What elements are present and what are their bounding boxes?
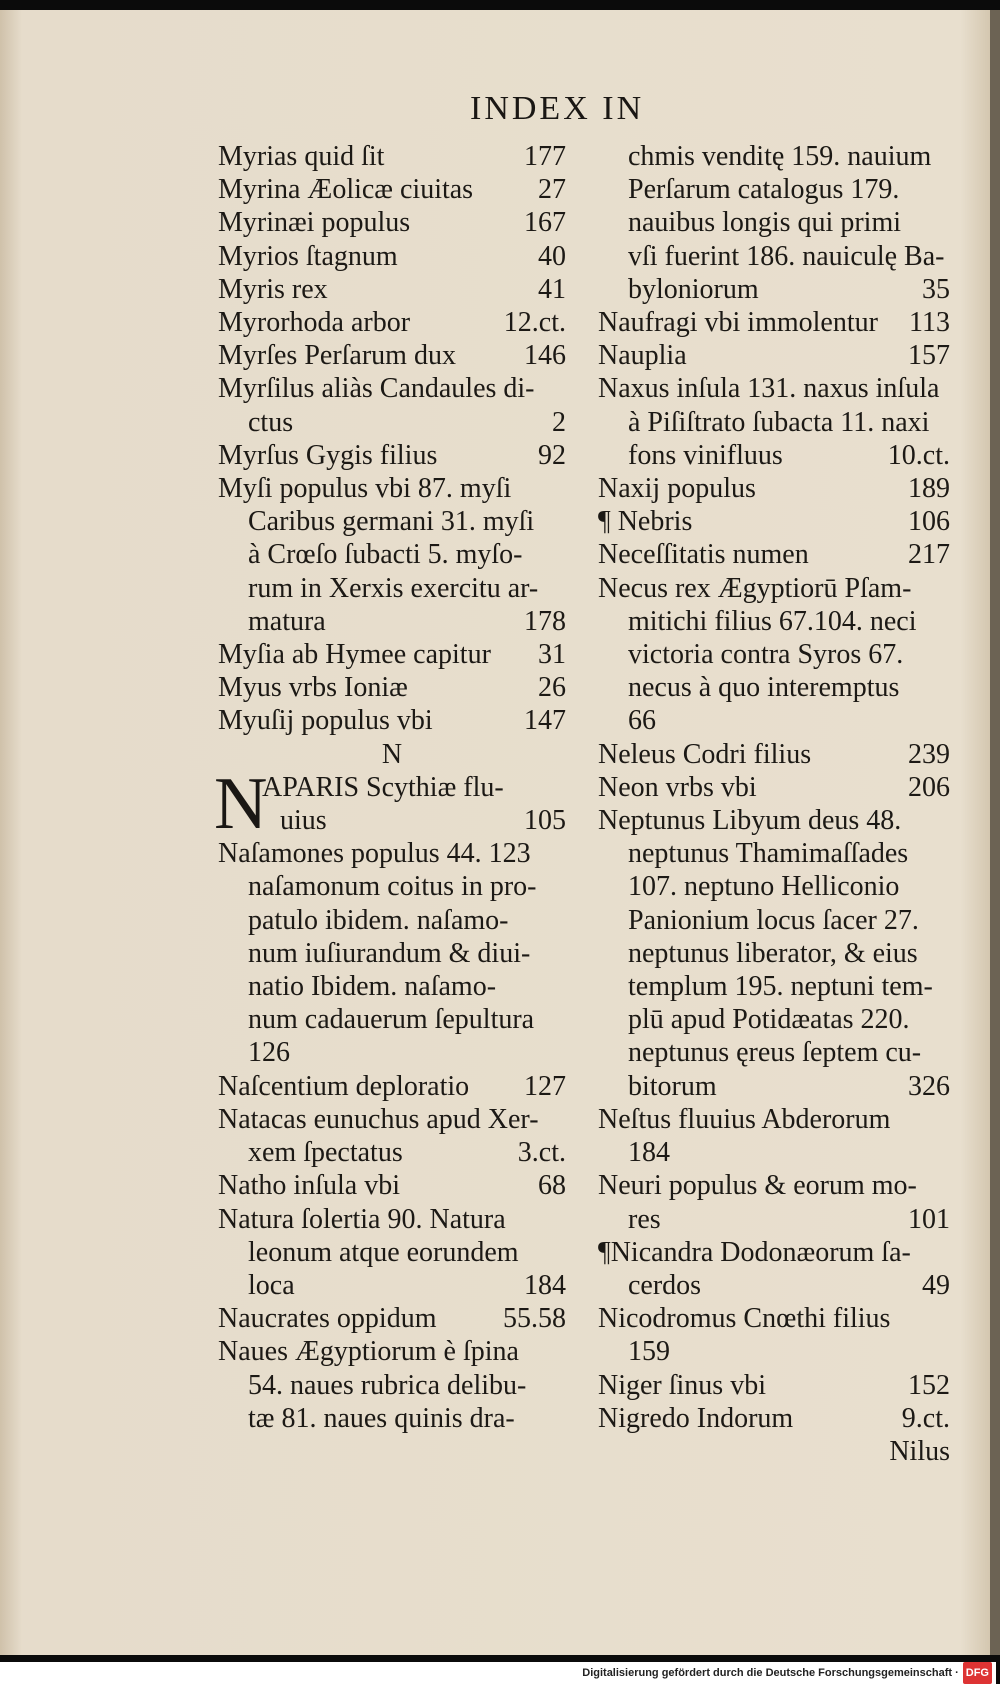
entry-text: Naxus inſula 131. naxus inſula: [598, 373, 940, 405]
page-reference: 147: [524, 705, 566, 737]
entry-text: 184: [628, 1137, 670, 1169]
entry-text: Naufragi vbi immolentur: [598, 307, 878, 339]
right-column: [598, 140, 950, 1468]
entry-text: Myrias quid ſit: [218, 141, 385, 172]
page-reference: 101: [908, 1203, 950, 1235]
entry-line: [218, 206, 566, 239]
entry-line: [218, 406, 566, 439]
entry-text: à Crœſo ſubacti 5. myſo-: [248, 539, 523, 571]
entry-line: [218, 605, 566, 638]
entry-line: [598, 970, 950, 1003]
entry-line: [598, 206, 950, 239]
page-reference: 105: [524, 805, 566, 837]
index-entry: [598, 738, 950, 771]
entry-text: matura: [248, 605, 326, 637]
entry-text: 66: [628, 705, 656, 737]
entry-text: Naxij populus: [598, 473, 756, 505]
entry-text: natio Ibidem. naſamo-: [248, 971, 497, 1003]
entry-line: [598, 173, 950, 206]
entry-text: num iuſiurandum & diui-: [248, 937, 531, 969]
page-reference: 55.58: [503, 1303, 566, 1335]
entry-line: [218, 1236, 566, 1269]
page-reference: 41: [538, 273, 566, 305]
index-entry: [598, 1169, 950, 1235]
index-entry: [218, 671, 566, 704]
entry-line: [218, 904, 566, 937]
section-letter: N: [381, 738, 403, 770]
dfg-logo: DFG: [963, 1662, 992, 1684]
entry-text: Naſcentium deploratio: [218, 1070, 470, 1102]
entry-line: [218, 572, 566, 605]
entry-text: Nigredo Indorum: [598, 1402, 794, 1434]
page-reference: 217: [908, 539, 950, 571]
entry-line: [598, 638, 950, 671]
entry-text: Myrſilus aliàs Candaules di-: [218, 373, 535, 405]
entry-text: Natho inſula vbi: [218, 1170, 400, 1202]
entry-line: [598, 937, 950, 970]
entry-line: [598, 1302, 950, 1335]
index-entry: [218, 339, 566, 372]
page-reference: 26: [538, 672, 566, 704]
entry-text: num cadauerum ſepultura: [248, 1004, 535, 1036]
entry-line: [218, 1335, 566, 1368]
entry-line: [598, 472, 950, 505]
entry-text: Neſtus fluuius Abderorum: [598, 1103, 891, 1135]
page-reference: 27: [538, 174, 566, 206]
entry-line: [598, 1136, 950, 1169]
index-entry: [218, 372, 566, 438]
page-reference: 106: [908, 506, 950, 538]
entry-text: templum 195. neptuni tem-: [628, 971, 933, 1003]
page-header: INDEX IN: [470, 90, 645, 127]
page-edge-shadow: [990, 10, 1000, 1655]
entry-line: [598, 837, 950, 870]
entry-text: victoria contra Syros 67.: [628, 639, 904, 671]
entry-text: rum in Xerxis exercitu ar-: [248, 572, 539, 604]
entry-line: [598, 273, 950, 306]
index-entry: [598, 1402, 950, 1435]
entry-text: uius: [280, 805, 327, 837]
entry-text: fons vinifluus: [628, 439, 783, 471]
index-entry: [218, 1203, 566, 1303]
entry-line: [598, 738, 950, 771]
page-reference: 178: [524, 605, 566, 637]
entry-line: [218, 1269, 566, 1302]
entry-text: ctus: [248, 406, 294, 438]
entry-text: APARIS Scythiæ flu-: [262, 771, 504, 803]
entry-line: [218, 538, 566, 571]
entry-line: [598, 439, 950, 472]
entry-text: ¶Nicandra Dodonæorum ſa-: [598, 1236, 911, 1268]
entry-line: [598, 538, 950, 571]
index-entry: [218, 1070, 566, 1103]
index-entry: [598, 505, 950, 538]
entry-text: Naſamones populus 44. 123: [218, 838, 531, 870]
entry-text: loca: [248, 1269, 295, 1301]
entry-text: necus à quo interemptus: [628, 672, 900, 704]
entry-text: Myrorhoda arbor: [218, 307, 411, 339]
entry-line: [598, 572, 950, 605]
entry-text: Neptunus Libyum deus 48.: [598, 805, 902, 837]
entry-text: Myuſij populus vbi: [218, 705, 433, 737]
catchword: Nilus: [889, 1435, 950, 1467]
entry-line: [598, 372, 950, 405]
page-reference: 2: [552, 406, 566, 438]
index-entry: [218, 273, 566, 306]
entry-line: [218, 1136, 566, 1169]
drop-cap: N: [214, 762, 268, 845]
page-reference: 3.ct.: [517, 1137, 566, 1169]
page-reference: 146: [524, 340, 566, 372]
entry-line: [218, 771, 566, 804]
entry-line: [598, 339, 950, 372]
entry-text: Nicodromus Cnœthi filius: [598, 1303, 891, 1335]
entry-line: [598, 1036, 950, 1069]
entry-line: [598, 904, 950, 937]
entry-text: res: [628, 1203, 661, 1235]
index-entry: [218, 704, 566, 737]
entry-line: [218, 1103, 566, 1136]
entry-line: [218, 1003, 566, 1036]
index-entry: [218, 306, 566, 339]
entry-line: [598, 1070, 950, 1103]
page-reference: 12.ct.: [503, 307, 566, 339]
entry-text: neptunus Thamimaſſades: [628, 838, 909, 870]
entry-text: byloniorum: [628, 273, 759, 305]
entry-text: Myus vrbs Ioniæ: [218, 672, 408, 704]
page-reference: 189: [908, 473, 950, 505]
entry-text: plū apud Potidæatas 220.: [628, 1004, 910, 1036]
entry-line: [218, 1402, 566, 1435]
entry-text: Myrios ſtagnum: [218, 240, 398, 272]
entry-text: Neceſſitatis numen: [598, 539, 809, 571]
index-entry: [218, 472, 566, 638]
entry-text: ¶ Nebris: [598, 506, 693, 538]
entry-line: [598, 240, 950, 273]
page-reference: 92: [538, 439, 566, 471]
entry-line: [598, 605, 950, 638]
index-entry: [598, 538, 950, 571]
entry-line: [598, 671, 950, 704]
left-column: [214, 140, 566, 1435]
index-entry: [598, 1302, 950, 1368]
entry-text: 54. naues rubrica delibu-: [248, 1369, 527, 1401]
entry-line: [598, 406, 950, 439]
index-entry: [218, 638, 566, 671]
entry-line: [218, 140, 566, 173]
entry-text: tæ 81. naues quinis dra-: [248, 1402, 515, 1434]
page-reference: 152: [908, 1369, 950, 1401]
page-reference: 10.ct.: [887, 439, 950, 471]
entry-text: cerdos: [628, 1269, 702, 1301]
entry-line: [598, 1402, 950, 1435]
index-entry: [218, 1302, 566, 1335]
entry-line: [598, 140, 950, 173]
page-reference: 49: [922, 1269, 950, 1301]
index-entry: [598, 339, 950, 372]
entry-text: patulo ibidem. naſamo-: [248, 904, 509, 936]
entry-text: Myſia ab Hymee capitur: [218, 639, 491, 671]
scanned-page: [0, 10, 1000, 1655]
entry-text: mitichi filius 67.104. neci: [628, 605, 917, 637]
page-reference: 68: [538, 1170, 566, 1202]
entry-line: [598, 1236, 950, 1269]
page-reference: 167: [524, 207, 566, 239]
entry-text: Naues Ægyptiorum è ſpina: [218, 1336, 519, 1368]
entry-line: [598, 306, 950, 339]
entry-text: Myrinæi populus: [218, 207, 411, 239]
entry-text: Neon vrbs vbi: [598, 771, 757, 803]
index-entry: [598, 1103, 950, 1169]
page-reference: 127: [524, 1070, 566, 1102]
entry-line: [598, 804, 950, 837]
entry-line: [598, 870, 950, 903]
entry-text: vſi fuerint 186. nauiculę Ba-: [628, 240, 945, 272]
entry-line: [218, 937, 566, 970]
entry-line: [218, 970, 566, 1003]
entry-line: [598, 1369, 950, 1402]
page-reference: 206: [908, 771, 950, 803]
entry-line: [218, 439, 566, 472]
index-entry: [598, 472, 950, 505]
entry-line: [218, 273, 566, 306]
entry-text: Niger ſinus vbi: [598, 1369, 766, 1401]
index-entry: [598, 306, 950, 339]
entry-line: [218, 1070, 566, 1103]
entry-line: [218, 240, 566, 273]
entry-line: [218, 1302, 566, 1335]
entry-text: Myrſes Perſarum dux: [218, 340, 456, 372]
index-entry: [218, 140, 566, 173]
entry-line: [218, 1369, 566, 1402]
index-entry: [218, 173, 566, 206]
entry-text: 159: [628, 1336, 670, 1368]
entry-text: leonum atque eorundem: [248, 1236, 519, 1268]
entry-text: à Piſiſtrato ſubacta 11. naxi: [628, 406, 930, 438]
page-reference: 9.ct.: [901, 1402, 950, 1434]
entry-text: 126: [248, 1037, 290, 1069]
page-reference: 326: [908, 1070, 950, 1102]
entry-text: chmis venditę 159. nauium: [628, 141, 932, 172]
entry-line: [218, 173, 566, 206]
entry-line: [598, 1003, 950, 1036]
index-entry: [598, 1369, 950, 1402]
page-reference: 35: [922, 273, 950, 305]
page-reference: 113: [909, 307, 950, 339]
entry-line: [598, 771, 950, 804]
entry-text: Myris rex: [218, 273, 328, 305]
entry-text: Necus rex Ægyptiorū Pſam-: [598, 572, 912, 604]
index-entry: [598, 1236, 950, 1302]
entry-text: Myrina Æolicæ ciuitas: [218, 174, 474, 206]
entry-text: neptunus liberator, & eius: [628, 937, 918, 969]
entry-text: Natura ſolertia 90. Natura: [218, 1203, 506, 1235]
entry-line: [218, 837, 566, 870]
index-entry: [598, 372, 950, 472]
page-reference: 184: [524, 1269, 566, 1301]
entry-line: [218, 638, 566, 671]
dfg-footer: [0, 1662, 996, 1684]
entry-text: neptunus ęreus ſeptem cu-: [628, 1037, 922, 1069]
entry-line: [598, 1103, 950, 1136]
entry-line: [598, 1269, 950, 1302]
entry-text: Naucrates oppidum: [218, 1303, 437, 1335]
entry-line: [218, 505, 566, 538]
index-entry: [218, 439, 566, 472]
index-entry: [598, 771, 950, 804]
index-entry: [598, 140, 950, 306]
entry-text: Neuri populus & eorum mo-: [598, 1170, 917, 1202]
entry-line: [218, 1169, 566, 1202]
page-reference: 177: [524, 141, 566, 172]
index-entry: [218, 240, 566, 273]
page-reference: 239: [908, 738, 950, 770]
entry-text: naſamonum coitus in pro-: [248, 871, 537, 903]
index-entry: [598, 572, 950, 738]
entry-text: 107. neptuno Helliconio: [628, 871, 900, 903]
entry-text: Neleus Codri filius: [598, 738, 812, 770]
entry-text: Myrſus Gygis filius: [218, 439, 438, 471]
index-entry: [218, 1103, 566, 1169]
entry-text: Panionium locus ſacer 27.: [628, 904, 919, 936]
page-reference: 157: [908, 340, 950, 372]
entry-line: [218, 339, 566, 372]
page-reference: 40: [538, 240, 566, 272]
entry-line: [598, 704, 950, 737]
entry-line: [598, 1335, 950, 1368]
entry-line: [218, 671, 566, 704]
index-entry: [218, 206, 566, 239]
footer-text: Digitalisierung gefördert durch die Deutsche Forschungsgemeinschaft ·: [582, 1667, 959, 1679]
entry-text: bitorum: [628, 1070, 717, 1102]
entry-text: Caribus germani 31. myſi: [248, 506, 535, 538]
index-entry-initial: [214, 762, 566, 845]
index-entry: [598, 804, 950, 1103]
entry-line: [598, 1169, 950, 1202]
entry-line: [598, 1203, 950, 1236]
page-reference: 31: [538, 639, 566, 671]
index-entry: [218, 837, 566, 1069]
entry-text: Myſi populus vbi 87. myſi: [218, 473, 512, 505]
entry-text: nauibus longis qui primi: [628, 207, 901, 239]
entry-text: Natacas eunuchus apud Xer-: [218, 1103, 539, 1135]
entry-text: Perſarum catalogus 179.: [628, 174, 900, 206]
entry-line: [218, 704, 566, 737]
entry-line: [218, 372, 566, 405]
entry-line: [218, 804, 566, 837]
entry-line: [218, 870, 566, 903]
entry-line: [218, 306, 566, 339]
entry-line: [218, 1036, 566, 1069]
index-entry: [218, 1335, 566, 1435]
index-entry: [218, 1169, 566, 1202]
entry-text: Nauplia: [598, 340, 687, 372]
entry-line: [598, 505, 950, 538]
entry-line: [218, 472, 566, 505]
entry-line: [218, 1203, 566, 1236]
entry-text: xem ſpectatus: [248, 1137, 403, 1169]
